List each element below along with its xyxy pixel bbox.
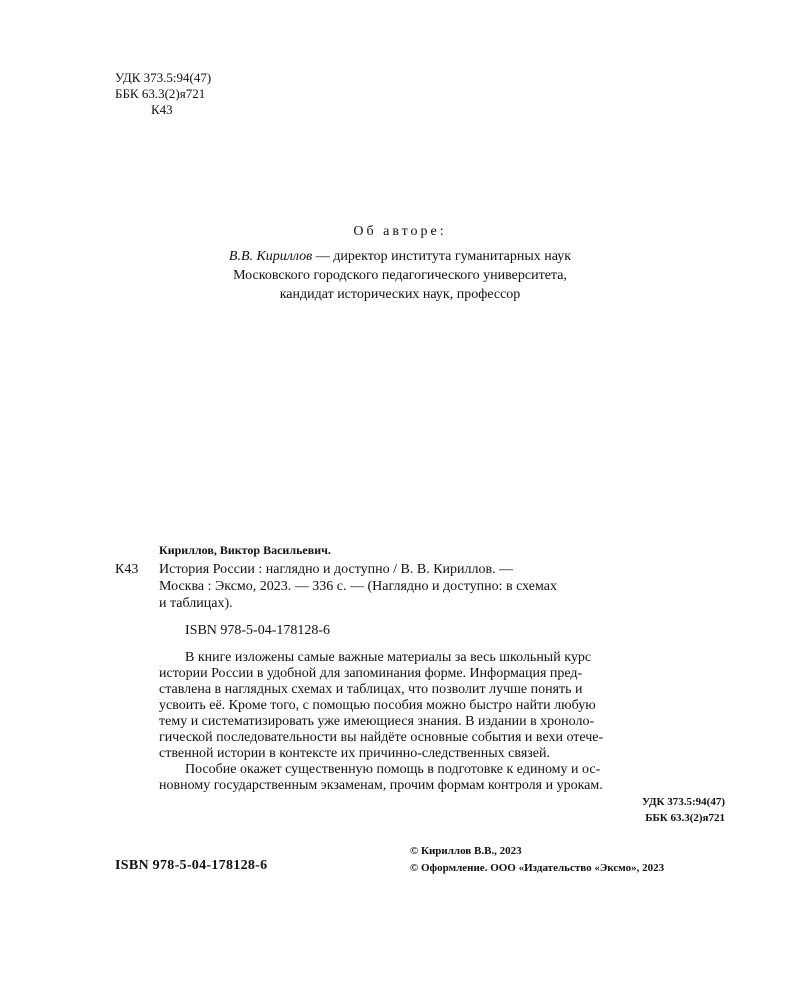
bib-author-sign: К43 (115, 562, 139, 577)
bibliographic-record (115, 541, 727, 826)
bib-entry (115, 561, 727, 612)
copyright-design: © Оформление. ООО «Издательство «Эксмо», 2023 (410, 862, 665, 874)
annotation-line: истории России в удобной для запоминания форме. Информация пред- (159, 666, 583, 681)
bib-author: Кириллов, Виктор Васильевич. (159, 543, 331, 557)
isbn-footer: ISBN 978-5-04-178128-6 (115, 858, 268, 873)
annotation-line: новному государственным экзаменам, прочим формам контроля и урокам. (159, 778, 603, 793)
copyright-author: © Кириллов В.В., 2023 (410, 845, 522, 857)
about-author-line-2: Московского городского педагогического университета, (233, 268, 567, 283)
about-author-line-1 (0, 247, 800, 266)
annotation-line: В книге изложены самые важные материалы за весь школьный курс (185, 650, 592, 665)
about-author-section (0, 222, 800, 304)
classification-codes-bottom (159, 794, 727, 826)
bib-line: и таблицах). (159, 596, 233, 611)
annotation-line: Пособие окажет существенную помощь в подготовке к единому и ос- (185, 762, 601, 777)
annotation-line: гической последовательности вы найдёте основные события и вехи отече- (159, 730, 604, 745)
annotation-line: усвоить её. Кроме того, с помощью пособия можно быстро найти любую (159, 698, 596, 713)
annotation-line: тему и систематизировать уже имеющиеся знания. В издании в хроноло- (159, 714, 595, 729)
bib-line: Москва : Эксмо, 2023. — 336 с. — (Наглядно и доступно: в схемах (159, 579, 558, 594)
bbk-code: ББК 63.3(2)я721 (115, 86, 206, 101)
bib-line: История России : наглядно и доступно / В. В. Кириллов. — (159, 562, 514, 577)
annotation-line: ственной истории в контексте их причинно-следственных связей. (159, 746, 550, 761)
author-name: В.В. Кириллов (228, 249, 313, 264)
classification-codes-top (115, 70, 211, 118)
annotation-paragraph-1 (159, 650, 727, 762)
about-author-line-3: кандидат исторических наук, профессор (279, 287, 521, 302)
bbk-code-bottom: ББК 63.3(2)я721 (645, 812, 725, 824)
udk-code-bottom: УДК 373.5:94(47) (642, 796, 725, 808)
author-position: — директор института гуманитарных наук (312, 249, 572, 264)
udk-code: УДК 373.5:94(47) (115, 70, 212, 85)
annotation-paragraph-2 (159, 762, 727, 794)
bib-description (159, 561, 727, 612)
author-sign: К43 (151, 102, 173, 117)
bib-isbn: ISBN 978-5-04-178128-6 (185, 623, 331, 638)
copyright-block (410, 843, 664, 877)
about-author-heading: Об авторе: (353, 224, 447, 239)
annotation-line: ставлена в наглядных схемах и таблицах, что позволит лучше понять и (159, 682, 583, 697)
annotation (159, 650, 727, 826)
